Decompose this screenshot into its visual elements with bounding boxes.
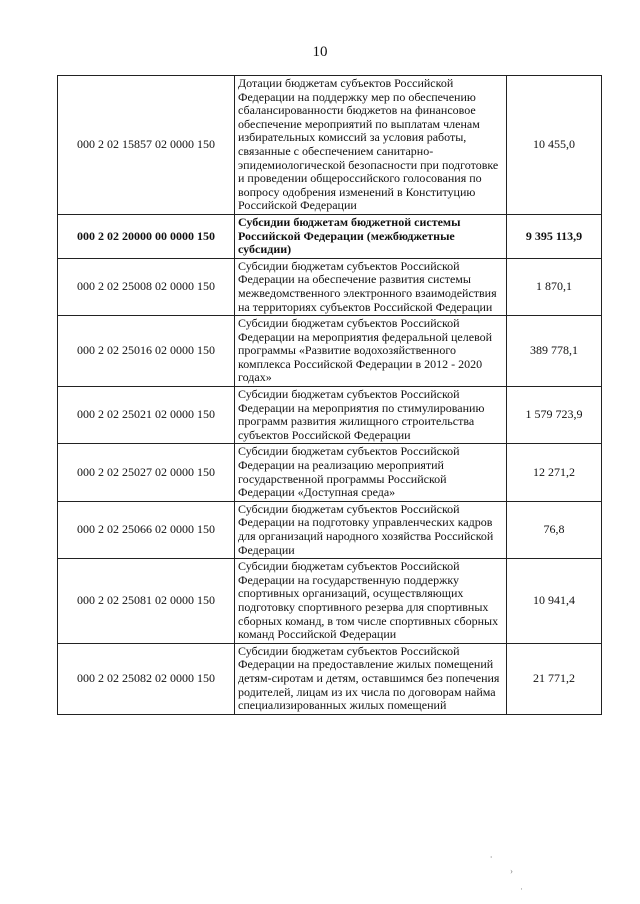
amount-cell: 10 455,0 xyxy=(507,76,602,215)
budget-code-cell: 000 2 02 20000 00 0000 150 xyxy=(58,214,235,258)
scan-speck: ⸱ xyxy=(490,852,493,862)
amount-cell: 10 941,4 xyxy=(507,559,602,644)
budget-code-cell: 000 2 02 25082 02 0000 150 xyxy=(58,643,235,714)
table-row xyxy=(58,387,602,444)
table-row xyxy=(58,214,602,258)
table-row xyxy=(58,501,602,558)
amount-cell: 1 579 723,9 xyxy=(507,387,602,444)
budget-code-cell: 000 2 02 25066 02 0000 150 xyxy=(58,501,235,558)
description-cell: Субсидии бюджетам бюджетной системы Российской Федерации (межбюджетные субсидии) xyxy=(235,214,507,258)
description-cell: Дотации бюджетам субъектов Российской Федерации на поддержку мер по обеспечению сбалансированности бюджетов на финансовое обеспечение мероприятий по выплатам членам избирательных комиссий за условия работы, связанные с обеспечением санитарно-эпидемиологической безопасности при подготовке и проведении общероссийского голосования по вопросу одобрения изменений в Конституцию Российской Федерации xyxy=(235,76,507,215)
description-cell: Субсидии бюджетам субъектов Российской Федерации на подготовку управленческих кадров для организаций народного хозяйства Российской Федерации xyxy=(235,501,507,558)
description-cell: Субсидии бюджетам субъектов Российской Федерации на предоставление жилых помещений детям-сиротам и детям, оставшимся без попечения родителей, лицам из их числа по договорам найма специализированных жилых помещений xyxy=(235,643,507,714)
amount-cell: 76,8 xyxy=(507,501,602,558)
table-row xyxy=(58,258,602,315)
description-cell: Субсидии бюджетам субъектов Российской Федерации на государственную поддержку спортивных организаций, осуществляющих подготовку спортивного резерва для спортивных сборных команд, в том числе спортивных сборных команд Российской Федерации xyxy=(235,559,507,644)
table-row xyxy=(58,444,602,501)
revenue-table xyxy=(57,75,602,715)
amount-cell: 1 870,1 xyxy=(507,258,602,315)
amount-cell: 12 271,2 xyxy=(507,444,602,501)
table-row xyxy=(58,643,602,714)
amount-cell: 21 771,2 xyxy=(507,643,602,714)
revenue-table-body xyxy=(58,76,602,715)
budget-code-cell: 000 2 02 15857 02 0000 150 xyxy=(58,76,235,215)
table-row xyxy=(58,316,602,387)
scan-speck: › xyxy=(510,866,513,876)
description-cell: Субсидии бюджетам субъектов Российской Федерации на мероприятия по стимулированию программ развития жилищного строительства субъектов Российской Федерации xyxy=(235,387,507,444)
amount-cell: 9 395 113,9 xyxy=(507,214,602,258)
budget-code-cell: 000 2 02 25021 02 0000 150 xyxy=(58,387,235,444)
budget-code-cell: 000 2 02 25027 02 0000 150 xyxy=(58,444,235,501)
budget-code-cell: 000 2 02 25008 02 0000 150 xyxy=(58,258,235,315)
description-cell: Субсидии бюджетам субъектов Российской Федерации на мероприятия федеральной целевой программы «Развитие водохозяйственного комплекса Российской Федерации в 2012 - 2020 годах» xyxy=(235,316,507,387)
description-cell: Субсидии бюджетам субъектов Российской Федерации на обеспечение развития системы межведомственного электронного взаимодействия на территориях субъектов Российской Федерации xyxy=(235,258,507,315)
table-row xyxy=(58,76,602,215)
budget-code-cell: 000 2 02 25016 02 0000 150 xyxy=(58,316,235,387)
budget-code-cell: 000 2 02 25081 02 0000 150 xyxy=(58,559,235,644)
page-number: 10 xyxy=(312,44,328,60)
scan-speck: · xyxy=(520,884,523,894)
amount-cell: 389 778,1 xyxy=(507,316,602,387)
description-cell: Субсидии бюджетам субъектов Российской Федерации на реализацию мероприятий государственной программы Российской Федерации «Доступная среда» xyxy=(235,444,507,501)
table-row xyxy=(58,559,602,644)
